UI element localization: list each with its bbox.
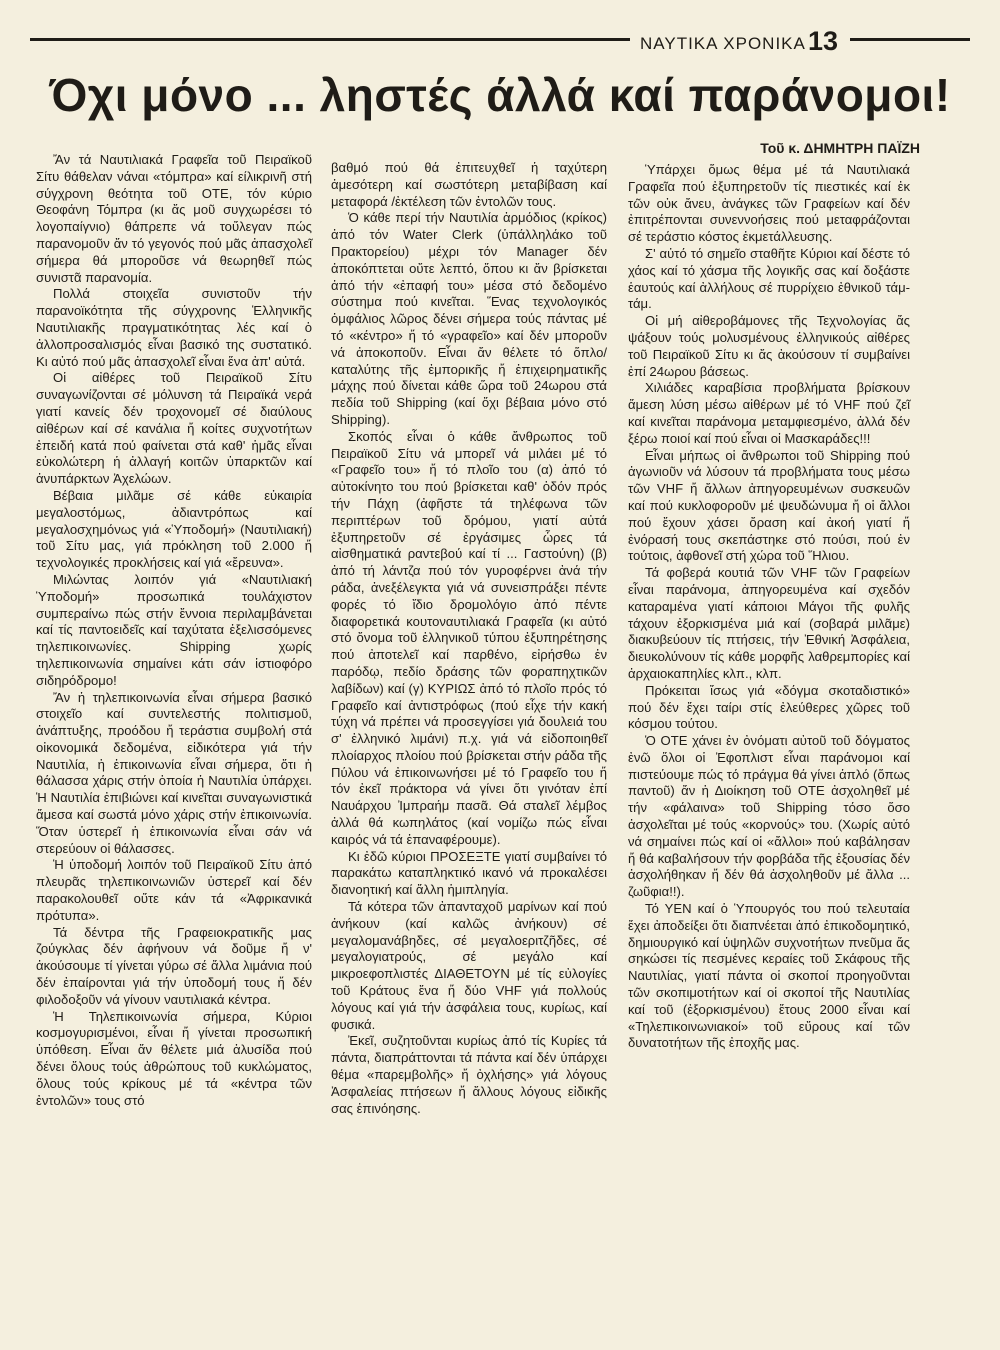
paragraph: Ἄν τά Ναυτιλιακά Γραφεῖα τοῦ Πειραϊκοῦ Σίτυ θάθελαν νάναι «τόμπρα» καί είλικρινῆ στή σύγχρονη θεότητα τοῦ ΟΤΕ, τόν κύριο Θεοφάνη Τόμπρα (κι ἄς μοῦ συγχωρέσει τό λογοπαίγνιο) θάπρεπε νά τοὔλεγαν πώς παρανομοῦν ἄν τό γεγονός πού μᾶς ἀπασχολεῖ σήμερα θά μποροῦσε νά θεωρηθεῖ πώς συνιστᾶ παρανομία. [36, 152, 312, 285]
header-rule-right [850, 38, 970, 41]
paragraph: Τά φοβερά κουτιά τῶν VHF τῶν Γραφείων εἶναι παράνομα, ἀπηγορευμένα καί σχεδόν καταραμένα γιατί κάποιοι Μάγοι τῆς φυλῆς τάχουν ἐξορκισμένα μιά καί (σοβαρά μιλᾶμε) διακυβεύουν τίς πτήσεις, τήν Ἐθνική Ἀσφάλεια, διευκολύνουν τίς κάθε μορφῆς λαθρεμπορίες καί ἀρχαιοκαπηλίες κλπ., κλπ. [628, 565, 910, 681]
paragraph: Ἡ Τηλεπικοινωνία σήμερα, Κύριοι κοσμογυρισμένοι, εἶναι ἤ γίνεται προσωπική ὑπόθεση. Εἶναι ἄν θέλετε μιά ἁλυσίδα πού δένει ὅλους τούς ἀθρώπους τοῦ κυκλώματος, ὅλους τούς κρίκους μέ τά «κέντρα τῶν ἐντολῶν» τους στό [36, 1008, 312, 1108]
paragraph: Πρόκειται ἴσως γιά «δόγμα σκοταδιστικό» πού δέν ἔχει ταίρι στίς ἐλεύθερες χῶρες τοῦ κόσμου τούτου. [628, 682, 910, 732]
paragraph: Βέβαια μιλᾶμε σέ κάθε εὐκαιρία μεγαλοστόμως, ἀδιαντρόπως καί μεγαλοσχημόνως γιά «Ὑποδομή» (Ναυτιλιακή) τοῦ Σίτυ μας, γιά πρόκληση τοῦ 2.000 ἤ τεχνολογικές προκλήσεις καί γιά «ἔρευνα». [36, 487, 312, 571]
paragraph: Ὁ κάθε περί τήν Ναυτιλία ἁρμόδιος (κρίκος) ἀπό τόν Water Clerk (ὑπάλληλάκο τοῦ Πρακτορείου) μέχρι τόν Manager δέν ἀποκόπτεται οὔτε λεπτό, ὅπου κι ἄν βρίσκεται ἀπό τήν «ἐπαφή του» μέσα στό δεδομένο σύστημα πού κινεῖται. Ἕνας τεχνολογικός ὀμφάλιος λῶρος δένει σήμερα τούς πάντας μέ τό «κέντρο» ἤ τό «γραφεῖο» καί δέν μποροῦν νά ἀποκοποῦν. Εἶναι ἄν θέλετε τό ὅπλο/καταλύτης τῆς ἐμπορικῆς ἤ ἐπιχειρηματικῆς μάχης πού δίνεται κάθε ὥρα τοῦ 24ωρου στά πεδία τοῦ Shipping (καί ὄχι βέβαια μόνο στό Shipping). [331, 210, 607, 427]
paragraph: Ὑπάρχει ὅμως θέμα μέ τά Ναυτιλιακά Γραφεῖα πού ἐξυπηρετοῦν τίς πιεστικές καί ἐκ τῶν οὐκ ἄνευ, ἀνάγκες τῶν Γραφείων καί δέν ἐπιτρέπονται συνεννοήσεις πού μεταφράζονται σέ τεράστιο κόστος ἐκμετάλλευσης. [628, 162, 910, 245]
paragraph: Ὁ ΟΤΕ χάνει ἐν ὀνόματι αὐτοῦ τοῦ δόγματος ἐνῶ ὅλοι οἱ Ἐφοπλιστ εἶναι παράνομοι καί πιστεύουμε πώς τό πράγμα θά γίνει ἁπλό (ὅπως παντοῦ) ἄν ἡ Διοίκηση τοῦ ΟΤΕ ἀσχοληθεῖ μέ τήν «φάλαινα» τοῦ Shipping τόσο ὅσο ἀσχολεῖται μέ τούς «κορνούς» του. (Χωρίς αὐτό νά σημαίνει πώς καί οἱ «ἄλλοι» πού καβάλησαν ἤ θά καβαλήσουν τήν φορβάδα τῆς ἐξουσίας δέν ἀσχολήθηκαν ἤ δέν θά ἀσχοληθοῦν μέ ἄλλα ... ζωῦφια!!). [628, 733, 910, 900]
paragraph: Χιλιάδες καραβίσια προβλήματα βρίσκουν ἄμεση λύση μέσω αἰθέρων μέ τό VHF πού ζεῖ καί κινεῖται παράνομα μεταμφιεσμένο, ἀλλά δέν ξέρω ποιοί καί πού εἶναι οἱ Μασκαράδες!!! [628, 380, 910, 446]
header-rule-left [30, 38, 630, 41]
paragraph: Σ' αὐτό τό σημεῖο σταθῆτε Κύριοι καί δέστε τό χάος καί τό χάσμα τῆς λογικῆς σας καί δοξάστε ἑαυτούς καί ἀλλήλους σέ πυρρίχειο ἐθνικοῦ τάμ-τάμ. [628, 245, 910, 312]
paragraph: Οἱ μή αἰθεροβάμονες τῆς Τεχνολογίας ἄς ψάξουν τούς μολυσμένους ἑλληνικούς αἰθέρες τοῦ Πειραϊκοῦ Σίτυ κι ἄς ἀκούσουν τί συμβαίνει ἐπί 24ωρου βάσεως. [628, 313, 910, 379]
page-number: 13 [808, 26, 839, 56]
paragraph: Τά κότερα τῶν ἀπανταχοῦ μαρίνων καί πού ἀνήκουν (καί καλῶς ἀνήκουν) σέ μεγαλομανάβηδες, σέ μεγαλοεριτζῆδες, σέ μεγαλογιατρούς, σέ μεγάλο καί μικροεφοπλιστές ΔΙΑΘΕΤΟΥΝ μέ τίς εὐλογίες τοῦ Κράτους ἕνα ἤ δύο VHF γιά πολλούς λόγους καί γιά τήν ἀσφάλεια τους, κυρίως, καί φυσικά. [331, 899, 607, 1032]
paragraph: Τά δέντρα τῆς Γραφειοκρατικῆς μας ζούγκλας δέν ἀφήνουν νά δοῦμε ἤ ν' ἀκούσουμε τί γίνεται γύρω σέ ἄλλα λιμάνια πού δέν ἐπαίρονται γιά τήν ὑποδομή τους ἤ δέν φιλοδοξοῦν νά γίνουν ναυτιλιακά κέντρα. [36, 924, 312, 1007]
article-column-2 [331, 160, 607, 1117]
paragraph: Σκοπός εἶναι ὁ κάθε ἄνθρωπος τοῦ Πειραϊκοῦ Σίτυ νά μπορεῖ νά μιλάει μέ τό «Γραφεῖο του» ἤ τό πλοῖο του (α) ἀπό τό αὐτοκίνητο του πού βρίσκεται καθ' ὁδόν πρός τήν Πάχη (ἀφῆστε τά τηλέφωνα τῶν περιπτέρων τοῦ δρόμου, γιατί αὐτά ἐξυπηρετοῦν σέ ἐργάσιμες ὧρες τά αἰσθηματικά ραντεβού καί τί ... Γαστούνη) (β) ἀπό τή λάντζα πού τόν γυροφέρνει ἀνά τήν ράδα, ἀνεξέλεγκτα γιά νά συνεισπράξει πέντε φορές τό ἴδιο δρομολόγιο ἀπό πέντε διαφορετικά κουτοναυτιλιακά Γραφεῖα (κι αὐτό στό ὄνομα τοῦ ἑλληνικοῦ τύπου ἐξυπηρέτησης πού ἀποτελεῖ καί παρθένο, εἰρήσθω ἐν παρόδῳ, πεδίο δράσης τῶν φοραπηχτικῶν λαβίδων) καί (γ) ΚΥΡΙΩΣ ἀπό τό πλοῖο πρός τό Γραφεῖο καί ἀντιστρόφως (πού εἶχε τήν κακή τύχη νά πρέπει νά προσεγγίσει γιά δουλειά του σ' ἑλληνικό λιμάνι) π.χ. γιά νά εἰδοποιηθεῖ πλοίαρχος πλοίου πού βρίσκεται στήν ράδα τῆς Πύλου νά ἐπικοινωνήσει μέ τό Γραφεῖο του ἤ τόν ἐκεῖ πράκτορα νά γίνει ὅτι γινόταν ἐπί Ναυάρχου Ἰμπραήμ πασᾶ. Θά σταλεῖ λέμβος ἀλλά θά κωπηλάτος (καί νομίζω πώς εἶναι καιρός νά τά ἐπαναφέρουμε). [331, 428, 607, 847]
paragraph: βαθμό πού θά ἐπιτευχθεῖ ἡ ταχύτερη ἀμεσότερη καί σωστότερη μεταβίβαση καί μεταφορά /ἐκτέλεση τῶν ἐντολῶν τους. [331, 160, 607, 209]
article-column-1 [36, 152, 312, 1109]
article-headline: Όχι μόνο ... ληστές άλλά καί παράνομοι! [49, 69, 951, 121]
paragraph: Ἐκεῖ, συζητοῦνται κυρίως ἀπό τίς Κυρίες τά πάντα, διαπράττονται τά πάντα καί δέν ὑπάρχει θέμα «παρεμβολῆς» ἤ ὀχλήσης» γιά λόγους Ἀσφαλείας πτήσεων ἤ ἄλλους λόγους εἰδικῆς σας ἐπινόησης. [331, 1033, 607, 1116]
paragraph: Πολλά στοιχεῖα συνιστοῦν τήν παρανοϊκότητα τῆς σύγχρονης Ἑλληνικῆς Ναυτιλιακῆς πραγματικότητας λές καί ὁ ἀλλοπροσαλισμός εἶναι βασικό της συστατικό. Κι αὐτό πού μᾶς ἀπασχολεῖ εἶναι ἕνα ἀπ' αὐτά. [36, 286, 312, 369]
paragraph: Ἡ ὑποδομή λοιπόν τοῦ Πειραϊκοῦ Σίτυ ἀπό πλευρᾶς τηλεπικοινωνιῶν ὑστερεῖ καί δέν παρακολουθεῖ οὔτε κάν τά «Ἀφρικανικά πρότυπα». [36, 857, 312, 923]
article-column-3 [628, 162, 910, 1052]
paragraph: Οἱ αἰθέρες τοῦ Πειραϊκοῦ Σίτυ συναγωνίζονται σέ μόλυνση τά Πειραϊκά νερά γιατί κανείς δέν τροχονομεῖ σέ διαύλους αἰθέρων καί σέ κανάλια ἤ κοίτες συχνοτήτων ἐπειδή κατά πού φαίνεται στά καθ' ἡμᾶς εἶναι εὐκολώτερη ἡ ἀλλαγή κοιτῶν ὑπαρκτῶν καί ἀνυπάρκτων Ἀχελώων. [36, 370, 312, 487]
paragraph: Εἶναι μήπως οἱ ἄνθρωποι τοῦ Shipping πού ἀγωνιοῦν νά λύσουν τά προβλήματα τους μέσω τῶν VHF ἤ ἄλλων ἀπηγορευμένων συσκευῶν καί πού κυκλοφοροῦν μέ ψευδώνυμα ἤ οἱ ἄλλοι πού ἔχουν χάσει ὄραση καί ἀκοή γιατί ἤ ἐνόρασή τους σκεπάστηκε στό πούσι, πού ἐν τούτοις, ἀφθονεῖ στή χώρα τοῦ Ἥλιου. [628, 447, 910, 564]
paragraph: Ἄν ἡ τηλεπικοινωνία εἶναι σήμερα βασικό στοιχεῖο καί συντελεστής πολιτισμοῦ, ἀνάπτυξης, προόδου ἤ τεράστια συμβολή στά οἰκονομικά δεδομένα, εἰδικότερα γιά τήν Ναυτιλία, ἡ ἐπικοινωνία εἶναι σήμερα, ὅτι ἡ θάλασσα χάρις στήν ὁποία ἡ Ναυτιλία ὑπάρχει. Ἡ Ναυτιλία ἐπιβιώνει καί κινεῖται συναγωνιστικά ἄμεσα καί σωστά μόνο χάρις στήν ἐπικοινωνία. Ὅταν ὑστερεῖ ἡ ἐπικοινωνία εἶναι σάν νά στερεύουν οἱ θάλασσες. [36, 689, 312, 856]
article-byline: Τοῦ κ. ΔΗΜΗΤΡΗ ΠΑΪΖΗ [760, 140, 920, 156]
running-head: ΝΑΥΤΙΚΑ ΧΡΟΝΙΚΑ [640, 34, 806, 53]
paragraph: Μιλώντας λοιπόν γιά «Ναυτιλιακή Ὑποδομή» προσωπικά τουλάχιστον συμπεραίνω πώς στήν ἔννοια περιλαμβάνεται καί τίς παντοειδεῖς καί ταχύτατα ἐξελισσόμενες τηλεπικοινωνίες. Shipping χωρίς τηλεπικοινωνία σημαίνει κάτι σάν ἱστιοφόρο σιδηρόδρομο! [36, 571, 312, 688]
paragraph: Τό ΥΕΝ καί ὁ Ὑπουργός του πού τελευταία ἔχει ἀποδείξει ὅτι διαπνέεται ἀπό ἐπικοδομητικό, δημιουργικό καί ὑψηλῶν συχνοτήτων πνεῦμα ἄς σηκώσει τίς πεσμένες κεραίες τοῦ Σκάφους τῆς Ναυτιλίας, γιατί πάντα οἱ σκοποί προηγοῦνται τῶν σκοπιμοτήτων καί οἱ σκοποί τῆς Ναυτιλίας καί τοῦ (ἐξορκισμένου) ἔτους 2000 εἶναι καί «Τηλεπικοινωνιακοί» τοῦ εὔρους καί τῶν δυνατοτήτων τῆς ἐποχῆς μας. [628, 901, 910, 1051]
paragraph: Κι ἐδῶ κύριοι ΠΡΟΣΕΞΤΕ γιατί συμβαίνει τό παρακάτω καταπληκτικό ικανό νά προκαλέσει διανοητική καί ἄλλη ἡμιπληγία. [331, 848, 607, 898]
